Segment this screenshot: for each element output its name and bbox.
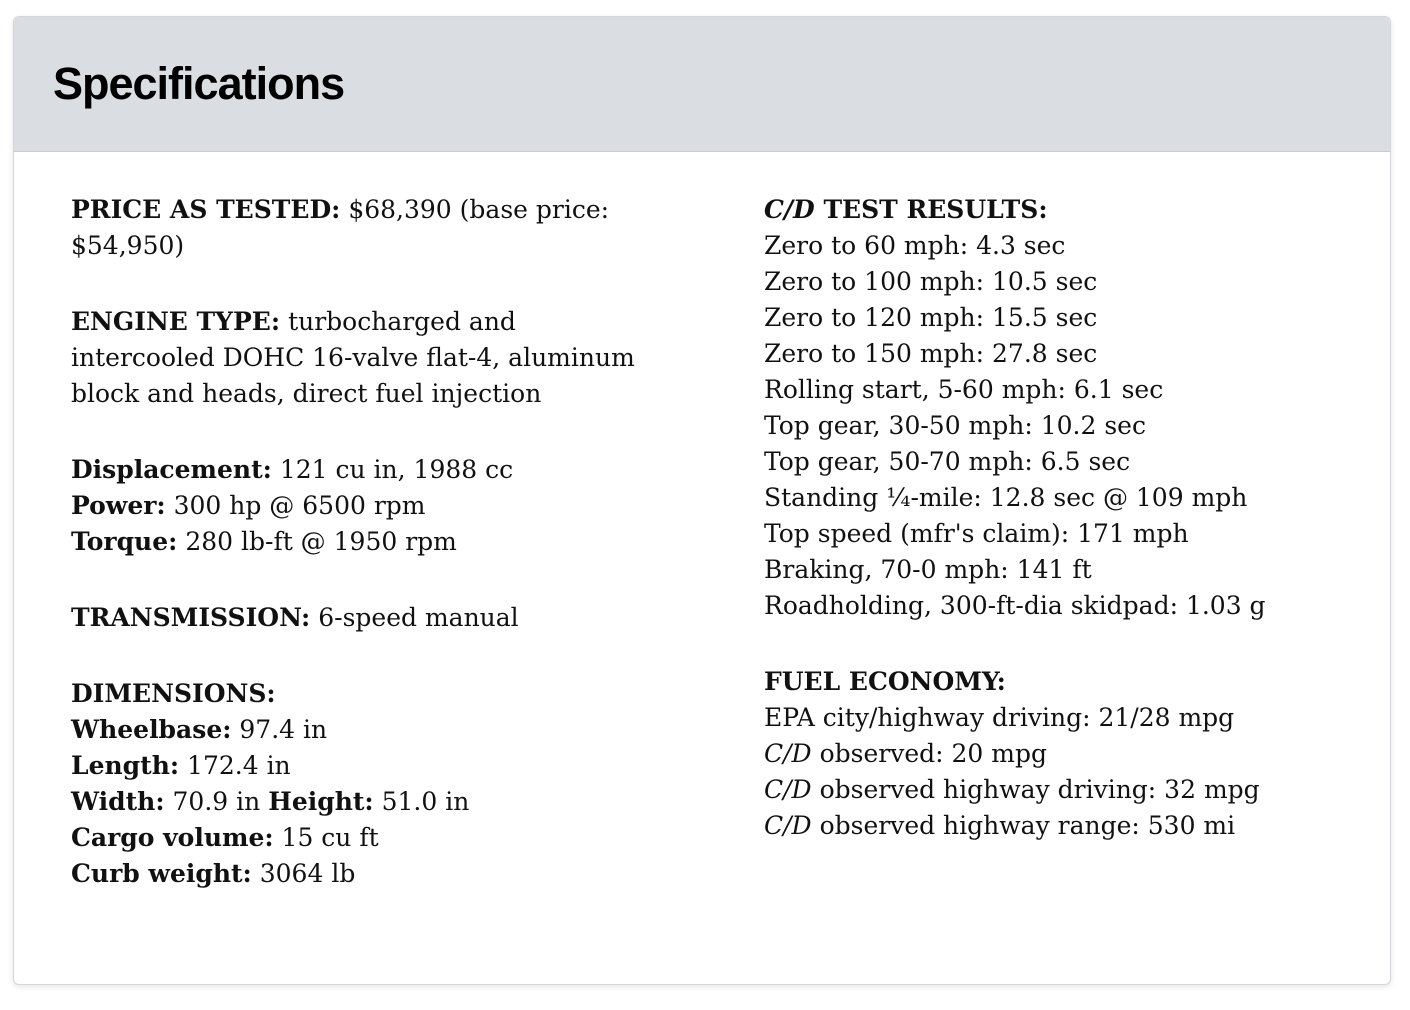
specifications-card [13, 16, 1391, 985]
width-value: 70.9 in [172, 787, 261, 816]
cargo-label: Cargo volume: [71, 823, 274, 852]
cd-observed-highway-line [764, 772, 1374, 808]
test-result-line: Roadholding, 300-ft-dia skidpad: 1.03 g [764, 591, 1266, 620]
test-result-line: Zero to 150 mph: 27.8 sec [764, 339, 1098, 368]
test-result-line: Rolling start, 5-60 mph: 6.1 sec [764, 375, 1164, 404]
displacement-value: 121 cu in, 1988 cc [279, 455, 514, 484]
dimensions-block [71, 676, 651, 892]
price-block [71, 192, 651, 264]
left-column [71, 192, 651, 932]
observed-range-text: observed highway range: 530 mi [819, 811, 1236, 840]
fuel-economy-block [764, 664, 1374, 844]
test-result-line: Top gear, 50-70 mph: 6.5 sec [764, 447, 1131, 476]
power-row [71, 488, 651, 524]
displacement-label: Displacement: [71, 455, 272, 484]
wheelbase-value: 97.4 in [239, 715, 328, 744]
cd-italic: C/D [764, 739, 812, 768]
epa-line: EPA city/highway driving: 21/28 mpg [764, 703, 1235, 732]
power-label: Power: [71, 491, 166, 520]
test-result-line: Zero to 60 mph: 4.3 sec [764, 231, 1066, 260]
test-result-line: Top gear, 30-50 mph: 10.2 sec [764, 411, 1146, 440]
engine-label: ENGINE TYPE: [71, 307, 281, 336]
engine-specs-block [71, 452, 651, 560]
cargo-row [71, 820, 651, 856]
test-result-line: Zero to 120 mph: 15.5 sec [764, 303, 1098, 332]
cd-italic: C/D [764, 811, 812, 840]
transmission-block [71, 600, 651, 636]
torque-row [71, 524, 651, 560]
price-label: PRICE AS TESTED: [71, 195, 341, 224]
cd-italic: C/D [764, 775, 812, 804]
card-body [14, 152, 1390, 982]
length-value: 172.4 in [187, 751, 291, 780]
width-height-row [71, 784, 651, 820]
engine-block [71, 304, 651, 412]
test-results-block [764, 192, 1374, 624]
length-label: Length: [71, 751, 180, 780]
test-result-line: Top speed (mfr's claim): 171 mph [764, 519, 1189, 548]
right-column [764, 192, 1374, 884]
cargo-value: 15 cu ft [281, 823, 379, 852]
torque-label: Torque: [71, 527, 178, 556]
transmission-label: TRANSMISSION: [71, 603, 311, 632]
dimensions-heading: DIMENSIONS: [71, 679, 276, 708]
test-result-line: Zero to 100 mph: 10.5 sec [764, 267, 1098, 296]
test-results-heading-text: TEST RESULTS: [823, 195, 1048, 224]
card-title: Specifications [53, 58, 345, 109]
cd-observed-range-line [764, 808, 1374, 844]
torque-value: 280 lb-ft @ 1950 rpm [185, 527, 457, 556]
test-results-heading [764, 192, 1374, 228]
length-row [71, 748, 651, 784]
power-value: 300 hp @ 6500 rpm [173, 491, 426, 520]
curb-weight-label: Curb weight: [71, 859, 252, 888]
width-label: Width: [71, 787, 165, 816]
test-result-line: Braking, 70-0 mph: 141 ft [764, 555, 1092, 584]
height-value: 51.0 in [381, 787, 470, 816]
observed-highway-text: observed highway driving: 32 mpg [819, 775, 1260, 804]
observed-text: observed: 20 mpg [819, 739, 1047, 768]
card-header [14, 17, 1390, 152]
displacement-row [71, 452, 651, 488]
test-result-line: Standing ¼-mile: 12.8 sec @ 109 mph [764, 483, 1248, 512]
fuel-economy-heading: FUEL ECONOMY: [764, 667, 1006, 696]
cd-observed-line [764, 736, 1374, 772]
curb-weight-row [71, 856, 651, 892]
height-label: Height: [268, 787, 374, 816]
engine-value: turbocharged and intercooled DOHC 16-valve flat-4, aluminum block and heads, direct fuel injection [71, 307, 635, 408]
curb-weight-value: 3064 lb [259, 859, 356, 888]
wheelbase-row [71, 712, 651, 748]
wheelbase-label: Wheelbase: [71, 715, 232, 744]
transmission-value: 6-speed manual [318, 603, 519, 632]
cd-italic: C/D [764, 195, 815, 224]
price-value: $68,390 (base price: $54,950) [71, 195, 610, 260]
transmission-row [71, 600, 651, 636]
